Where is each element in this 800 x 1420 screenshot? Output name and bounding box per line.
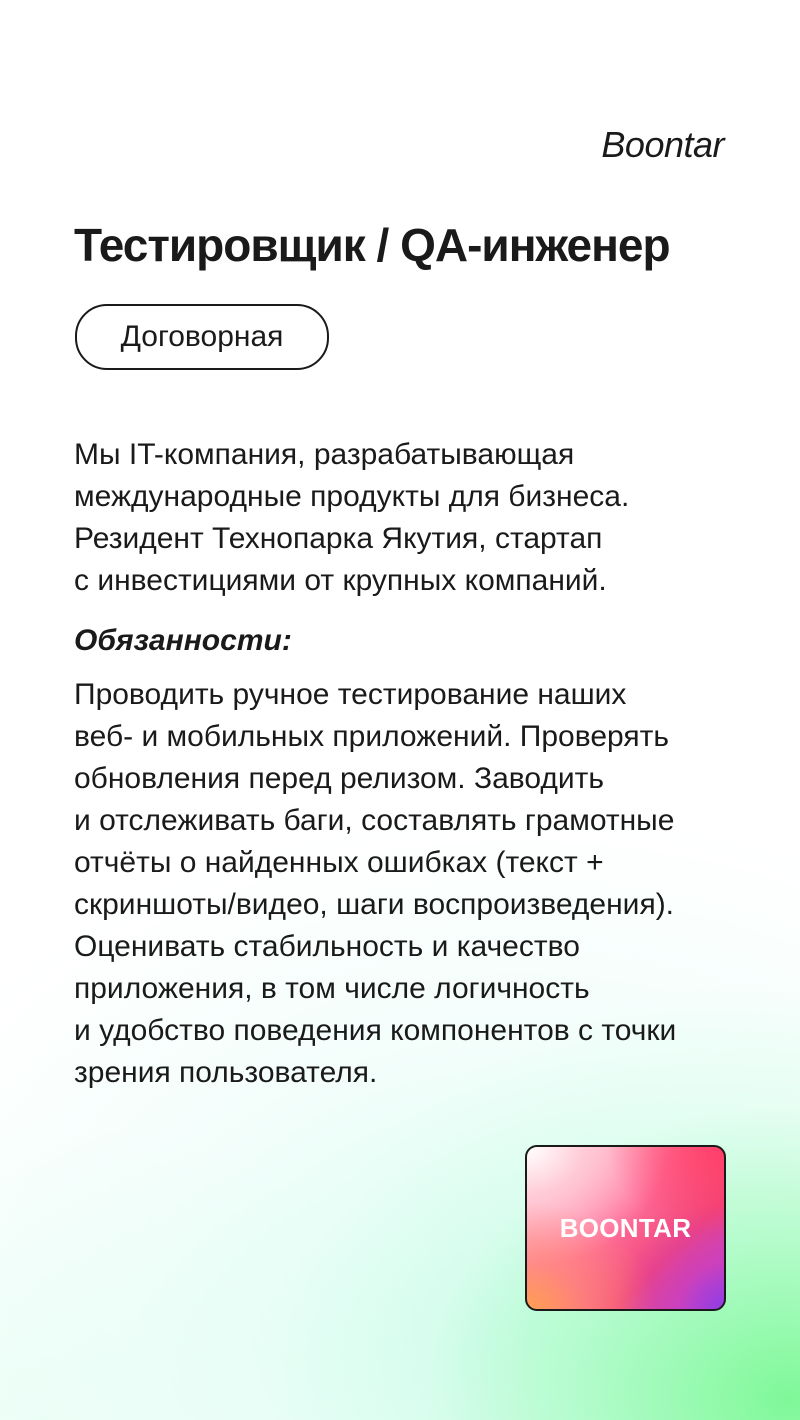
- salary-label: Договорная: [120, 320, 284, 353]
- duties-line: Проводить ручное тестирование наших: [74, 678, 627, 711]
- brand-logo-card: [525, 1145, 726, 1311]
- duties-line: и удобство поведения компонентов с точки: [74, 1014, 677, 1047]
- job-title: Тестировщик / QA-инженер: [74, 219, 670, 271]
- duties-line: приложения, в том числе логичность: [74, 972, 590, 1005]
- duties-description: [74, 674, 764, 1094]
- description-line: Резидент Технопарка Якутия, стартап: [74, 522, 603, 555]
- duties-line: обновления перед релизом. Заводить: [74, 762, 605, 795]
- salary-badge: [75, 304, 329, 370]
- duties-line: веб- и мобильных приложений. Проверять: [74, 720, 669, 753]
- duties-line: отчёты о найденных ошибках (текст +: [74, 846, 604, 879]
- description-line: Мы IT-компания, разрабатывающая: [74, 438, 575, 471]
- description-line: международные продукты для бизнеса.: [74, 480, 630, 513]
- brand-logo-text: BOONTAR: [559, 1212, 692, 1243]
- duties-heading: Обязанности:: [74, 624, 292, 657]
- duties-line: Оценивать стабильность и качество: [74, 930, 580, 963]
- company-description: [74, 434, 764, 602]
- description-line: с инвестициями от крупных компаний.: [74, 564, 607, 597]
- duties-line: скриншоты/видео, шаги воспроизведения).: [74, 888, 675, 921]
- brand-wordmark: Boontar: [601, 124, 724, 165]
- duties-line: зрения пользователя.: [74, 1056, 378, 1089]
- duties-line: и отслеживать баги, составлять грамотные: [74, 804, 675, 837]
